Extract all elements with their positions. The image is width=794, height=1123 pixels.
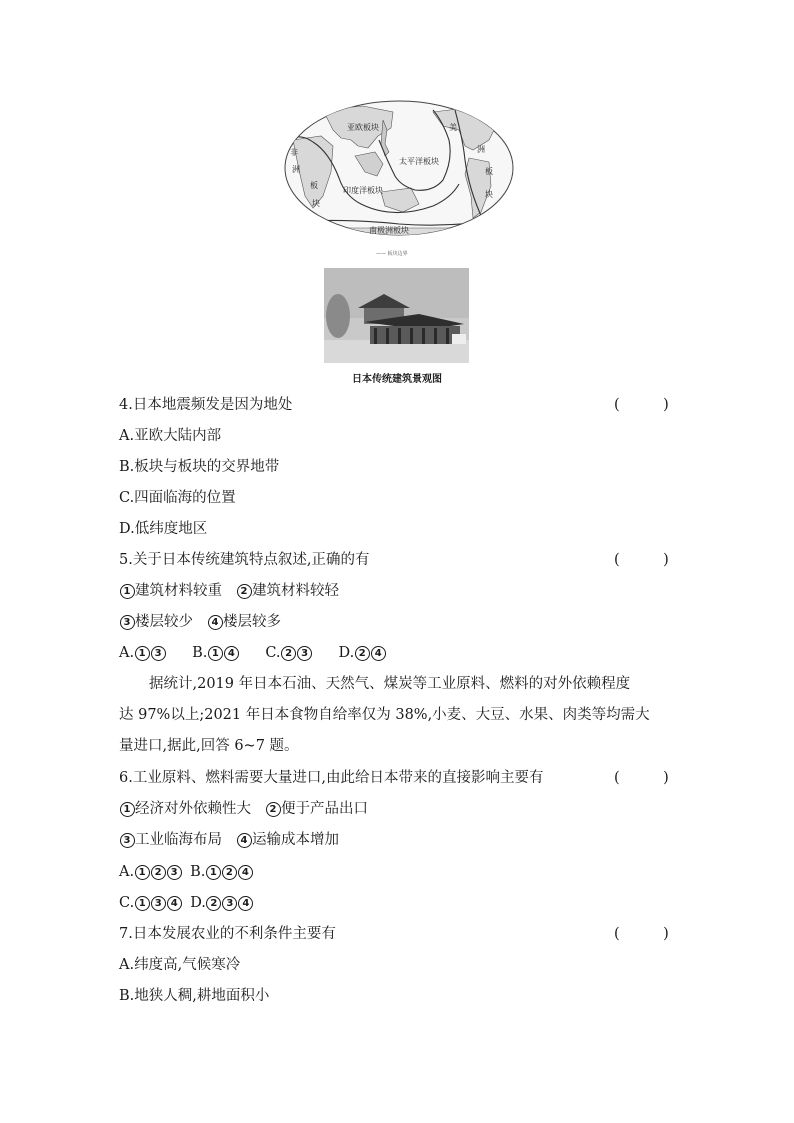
q6-options-row-2: C. 1 3 4 D. 2 3 4 (119, 893, 254, 913)
q5-option-b: B. (192, 645, 208, 661)
q6-item-3: 工业临海布局 (135, 832, 222, 848)
q6-stem: 6.工业原料、燃料需要大量进口,由此给日本带来的直接影响主要有 (119, 770, 544, 786)
america-plate-label-2: 洲 (477, 145, 485, 154)
q5-item-2: 建筑材料较轻 (252, 583, 339, 599)
q6-item-4: 运输成本增加 (252, 832, 339, 848)
q5-item-1: 建筑材料较重 (135, 583, 222, 599)
africa-plate-label-1: 非 (290, 148, 298, 157)
q6-item-1: 经济对外依赖性大 (135, 801, 251, 817)
japanese-building-photo (324, 268, 469, 363)
africa-plate-label-2: 洲 (292, 165, 300, 174)
passage-line-3: 量进口,据此,回答 6~7 题。 (119, 738, 299, 754)
america-plate-label-1: 美 (449, 123, 457, 132)
q5-option-c: C. (265, 645, 281, 661)
q6-option-b: B. (190, 864, 206, 880)
q6-item-2: 便于产品出口 (281, 801, 368, 817)
q5-options: A. 1 3 B. 1 4 C. 2 3 D. 2 4 (119, 643, 386, 663)
q5-item-4: 楼层较多 (223, 614, 281, 630)
q5-item-3: 楼层较少 (135, 614, 193, 630)
q6-options-row-1: A. 1 2 3 B. 1 2 4 (119, 862, 253, 882)
q4-option-b: B.板块与板块的交界地带 (119, 459, 280, 475)
america-plate-label-4: 块 (485, 190, 493, 199)
pacific-plate-label: 太平洋板块 (399, 157, 439, 166)
africa-plate-label-3: 板 (310, 181, 318, 190)
antarctic-plate-label: 南极洲板块 (369, 226, 409, 235)
q6-items-row-1: 1 经济对外依赖性大 2 便于产品出口 (119, 799, 368, 819)
q6-option-c: C. (119, 895, 135, 911)
indian-plate-label: 印度洋板块 (343, 186, 383, 195)
q4-stem: 4.日本地震频发是因为地处 (119, 397, 293, 413)
q7-stem: 7.日本发展农业的不利条件主要有 (119, 926, 336, 942)
q5-option-a: A. (119, 645, 135, 661)
eurasia-plate-label: 亚欧板块 (347, 123, 379, 132)
q6-option-a: A. (119, 864, 135, 880)
q5-answer-blank: ( ) (614, 552, 669, 568)
photo-caption: 日本传统建筑景观图 (352, 374, 442, 385)
america-plate-label-3: 板 (485, 167, 493, 176)
q7-option-a: A.纬度高,气候寒冷 (119, 957, 241, 973)
q5-option-d: D. (338, 645, 355, 661)
q7-option-b: B.地狭人稠,耕地面积小 (119, 988, 270, 1004)
q4-answer-blank: ( ) (614, 397, 669, 413)
q4-option-c: C.四面临海的位置 (119, 490, 236, 506)
map-legend: —— 板块边界 (376, 251, 408, 257)
q6-items-row-2: 3 工业临海布局 4 运输成本增加 (119, 830, 339, 850)
q4-option-a: A.亚欧大陆内部 (119, 428, 222, 444)
passage-line-2: 达 97%以上;2021 年日本食物自给率仅为 38%,小麦、大豆、水果、肉类等均需大 (119, 707, 650, 723)
q6-option-d: D. (190, 895, 206, 911)
plate-map (283, 100, 515, 260)
q5-stem: 5.关于日本传统建筑特点叙述,正确的有 (119, 552, 370, 568)
passage-line-1: 据统计,2019 年日本石油、天然气、煤炭等工业原料、燃料的对外依赖程度 (149, 676, 631, 692)
q7-answer-blank: ( ) (614, 926, 669, 942)
q5-items-row-2: 3 楼层较少 4 楼层较多 (119, 612, 281, 632)
q5-items-row-1: 1 建筑材料较重 2 建筑材料较轻 (119, 581, 339, 601)
q6-answer-blank: ( ) (614, 770, 669, 786)
africa-plate-label-4: 块 (312, 199, 320, 208)
q4-option-d: D.低纬度地区 (119, 521, 208, 537)
